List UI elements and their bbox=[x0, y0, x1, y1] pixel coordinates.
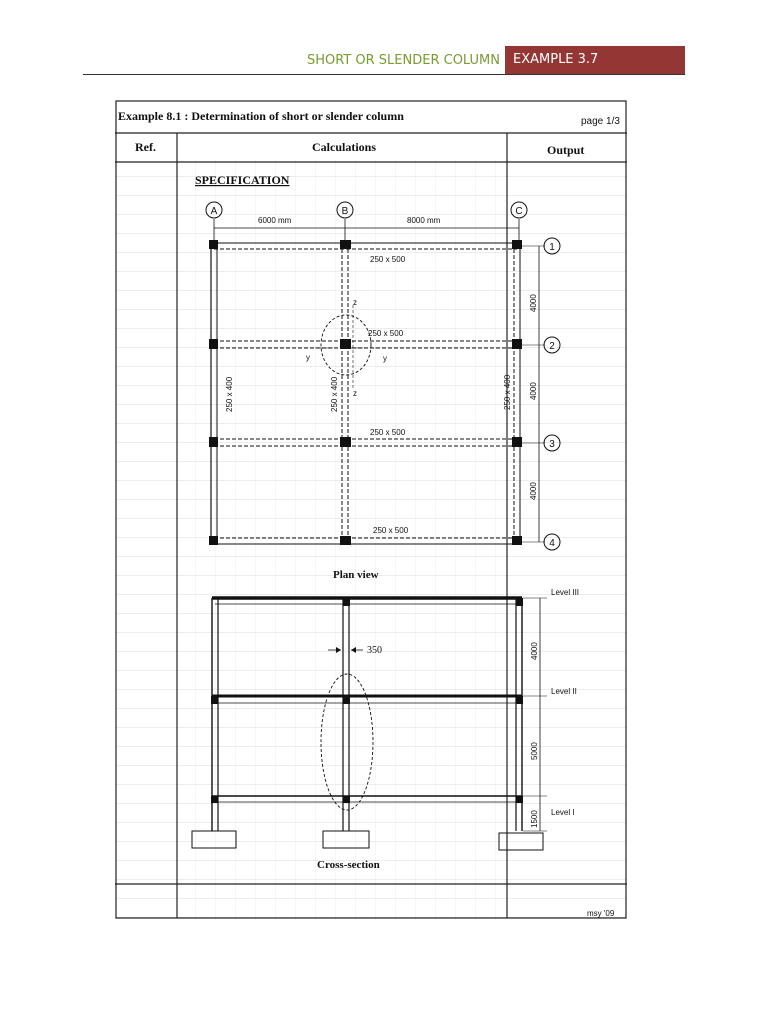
beam-row-4-label: 250 x 500 bbox=[373, 526, 409, 535]
sheet-title: Example 8.1 : Determination of short or slender column bbox=[118, 109, 404, 123]
axis-y-left: y bbox=[306, 353, 310, 362]
level-2-label: Level II bbox=[551, 687, 577, 696]
dim-bot-label: 1500 bbox=[530, 810, 539, 828]
dim-top-label: 4000 bbox=[530, 642, 539, 660]
output-heading: Output bbox=[547, 143, 585, 157]
dim-1-2-label: 4000 bbox=[529, 294, 538, 312]
beam-row-3-label: 250 x 500 bbox=[370, 428, 406, 437]
cross-section-caption: Cross-section bbox=[317, 859, 380, 871]
specification-heading: SPECIFICATION bbox=[195, 173, 290, 187]
plan-view-caption: Plan view bbox=[333, 569, 379, 581]
calculation-sheet bbox=[115, 100, 627, 920]
grid-label-3: 3 bbox=[549, 439, 555, 450]
page-number: page 1/3 bbox=[581, 116, 620, 127]
grid-label-c: C bbox=[515, 206, 523, 217]
grid-label-a: A bbox=[210, 206, 218, 217]
header-rule bbox=[83, 74, 685, 75]
column-width-label: 350 bbox=[367, 645, 382, 656]
ref-heading: Ref. bbox=[135, 140, 156, 154]
calculations-heading: Calculations bbox=[312, 140, 377, 154]
axis-y-right: y bbox=[383, 354, 387, 363]
footer-mark: msy '09 bbox=[587, 909, 615, 918]
grid-label-4: 4 bbox=[549, 538, 555, 549]
span-ab-label: 6000 mm bbox=[258, 216, 292, 225]
dim-3-4-label: 4000 bbox=[529, 482, 538, 500]
beam-row-1-label: 250 x 500 bbox=[370, 255, 406, 264]
axis-z-top: z bbox=[353, 298, 357, 307]
level-1-label: Level I bbox=[551, 808, 575, 817]
beam-row-2-label: 250 x 500 bbox=[368, 329, 404, 338]
header-title: SHORT OR SLENDER COLUMN bbox=[306, 53, 500, 68]
level-3-label: Level III bbox=[551, 588, 580, 597]
sheet-drawing bbox=[115, 100, 627, 920]
span-bc-label: 8000 mm bbox=[407, 216, 441, 225]
axis-z-bottom: z bbox=[353, 389, 357, 398]
beam-col-b-label: 250 x 400 bbox=[330, 376, 339, 412]
dim-2-3-label: 4000 bbox=[529, 382, 538, 400]
grid-label-b: B bbox=[341, 206, 349, 217]
dim-mid-label: 5000 bbox=[530, 742, 539, 760]
beam-col-a-label: 250 x 400 bbox=[225, 376, 234, 412]
beam-col-c-label: 250 x 400 bbox=[503, 374, 512, 410]
grid-label-1: 1 bbox=[549, 242, 555, 253]
header-badge: EXAMPLE 3.7 bbox=[505, 46, 685, 74]
grid-label-2: 2 bbox=[549, 341, 555, 352]
